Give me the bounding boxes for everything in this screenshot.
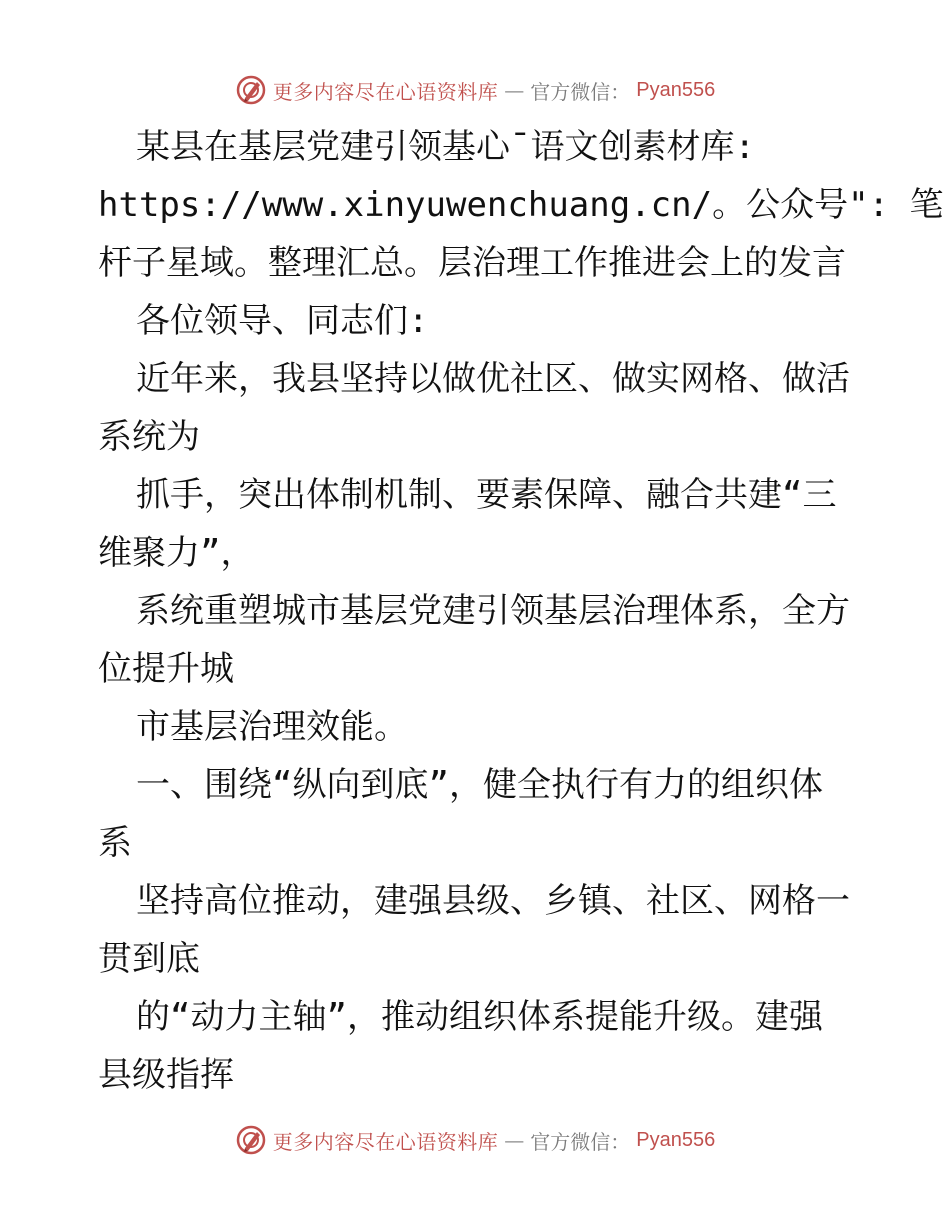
watermark-site-text: 更多内容尽在心语资料库 — [272, 1129, 499, 1154]
watermark-wechat-label: 官方微信： — [530, 1129, 631, 1154]
text-line: 位提升城 — [98, 649, 234, 689]
text-line: 贯到底 — [98, 939, 200, 979]
watermark-separator: — — [504, 78, 525, 102]
text-line: 市基层治理效能。 — [136, 707, 408, 747]
watermark-site-text: 更多内容尽在心语资料库 — [272, 79, 499, 104]
footer-watermark — [0, 1120, 950, 1160]
text-line: 系统为 — [98, 417, 200, 457]
text-line: 抓手，突出体制机制、要素保障、融合共建“三 — [136, 475, 837, 515]
text-line: 系 — [98, 823, 132, 863]
watermark-separator: — — [504, 1128, 525, 1152]
text-line: 系统重塑城市基层党建引领基层治理体系，全方 — [136, 591, 850, 631]
header-watermark — [0, 70, 950, 110]
text-line: 杆子星域。整理汇总。层治理工作推进会上的发言 — [98, 243, 846, 283]
text-line: 近年来，我县坚持以做优社区、做实网格、做活 — [136, 359, 850, 399]
text-line: 一、围绕“纵向到底”，健全执行有力的组织体 — [136, 765, 823, 805]
text-line: 维聚力”， — [98, 533, 255, 573]
text-line: 坚持高位推动，建强县级、乡镇、社区、网格一 — [136, 881, 850, 921]
text-line: 某县在基层党建引领基心¯语文创素材库: — [136, 127, 755, 167]
pen-logo-icon — [235, 1124, 267, 1156]
document-body — [98, 118, 944, 1104]
text-line: https://www.xinyuwenchuang.cn/。公众号": 笔 — [98, 185, 944, 225]
text-line: 的“动力主轴”，推动组织体系提能升级。建强 — [136, 997, 823, 1037]
watermark-wechat-id: Pyan556 — [636, 78, 716, 101]
watermark-wechat-id: Pyan556 — [636, 1128, 716, 1151]
text-line: 各位领导、同志们: — [136, 301, 429, 341]
watermark-wechat-label: 官方微信： — [530, 79, 631, 104]
text-line: 县级指挥 — [98, 1055, 234, 1095]
pen-logo-icon — [235, 74, 267, 106]
